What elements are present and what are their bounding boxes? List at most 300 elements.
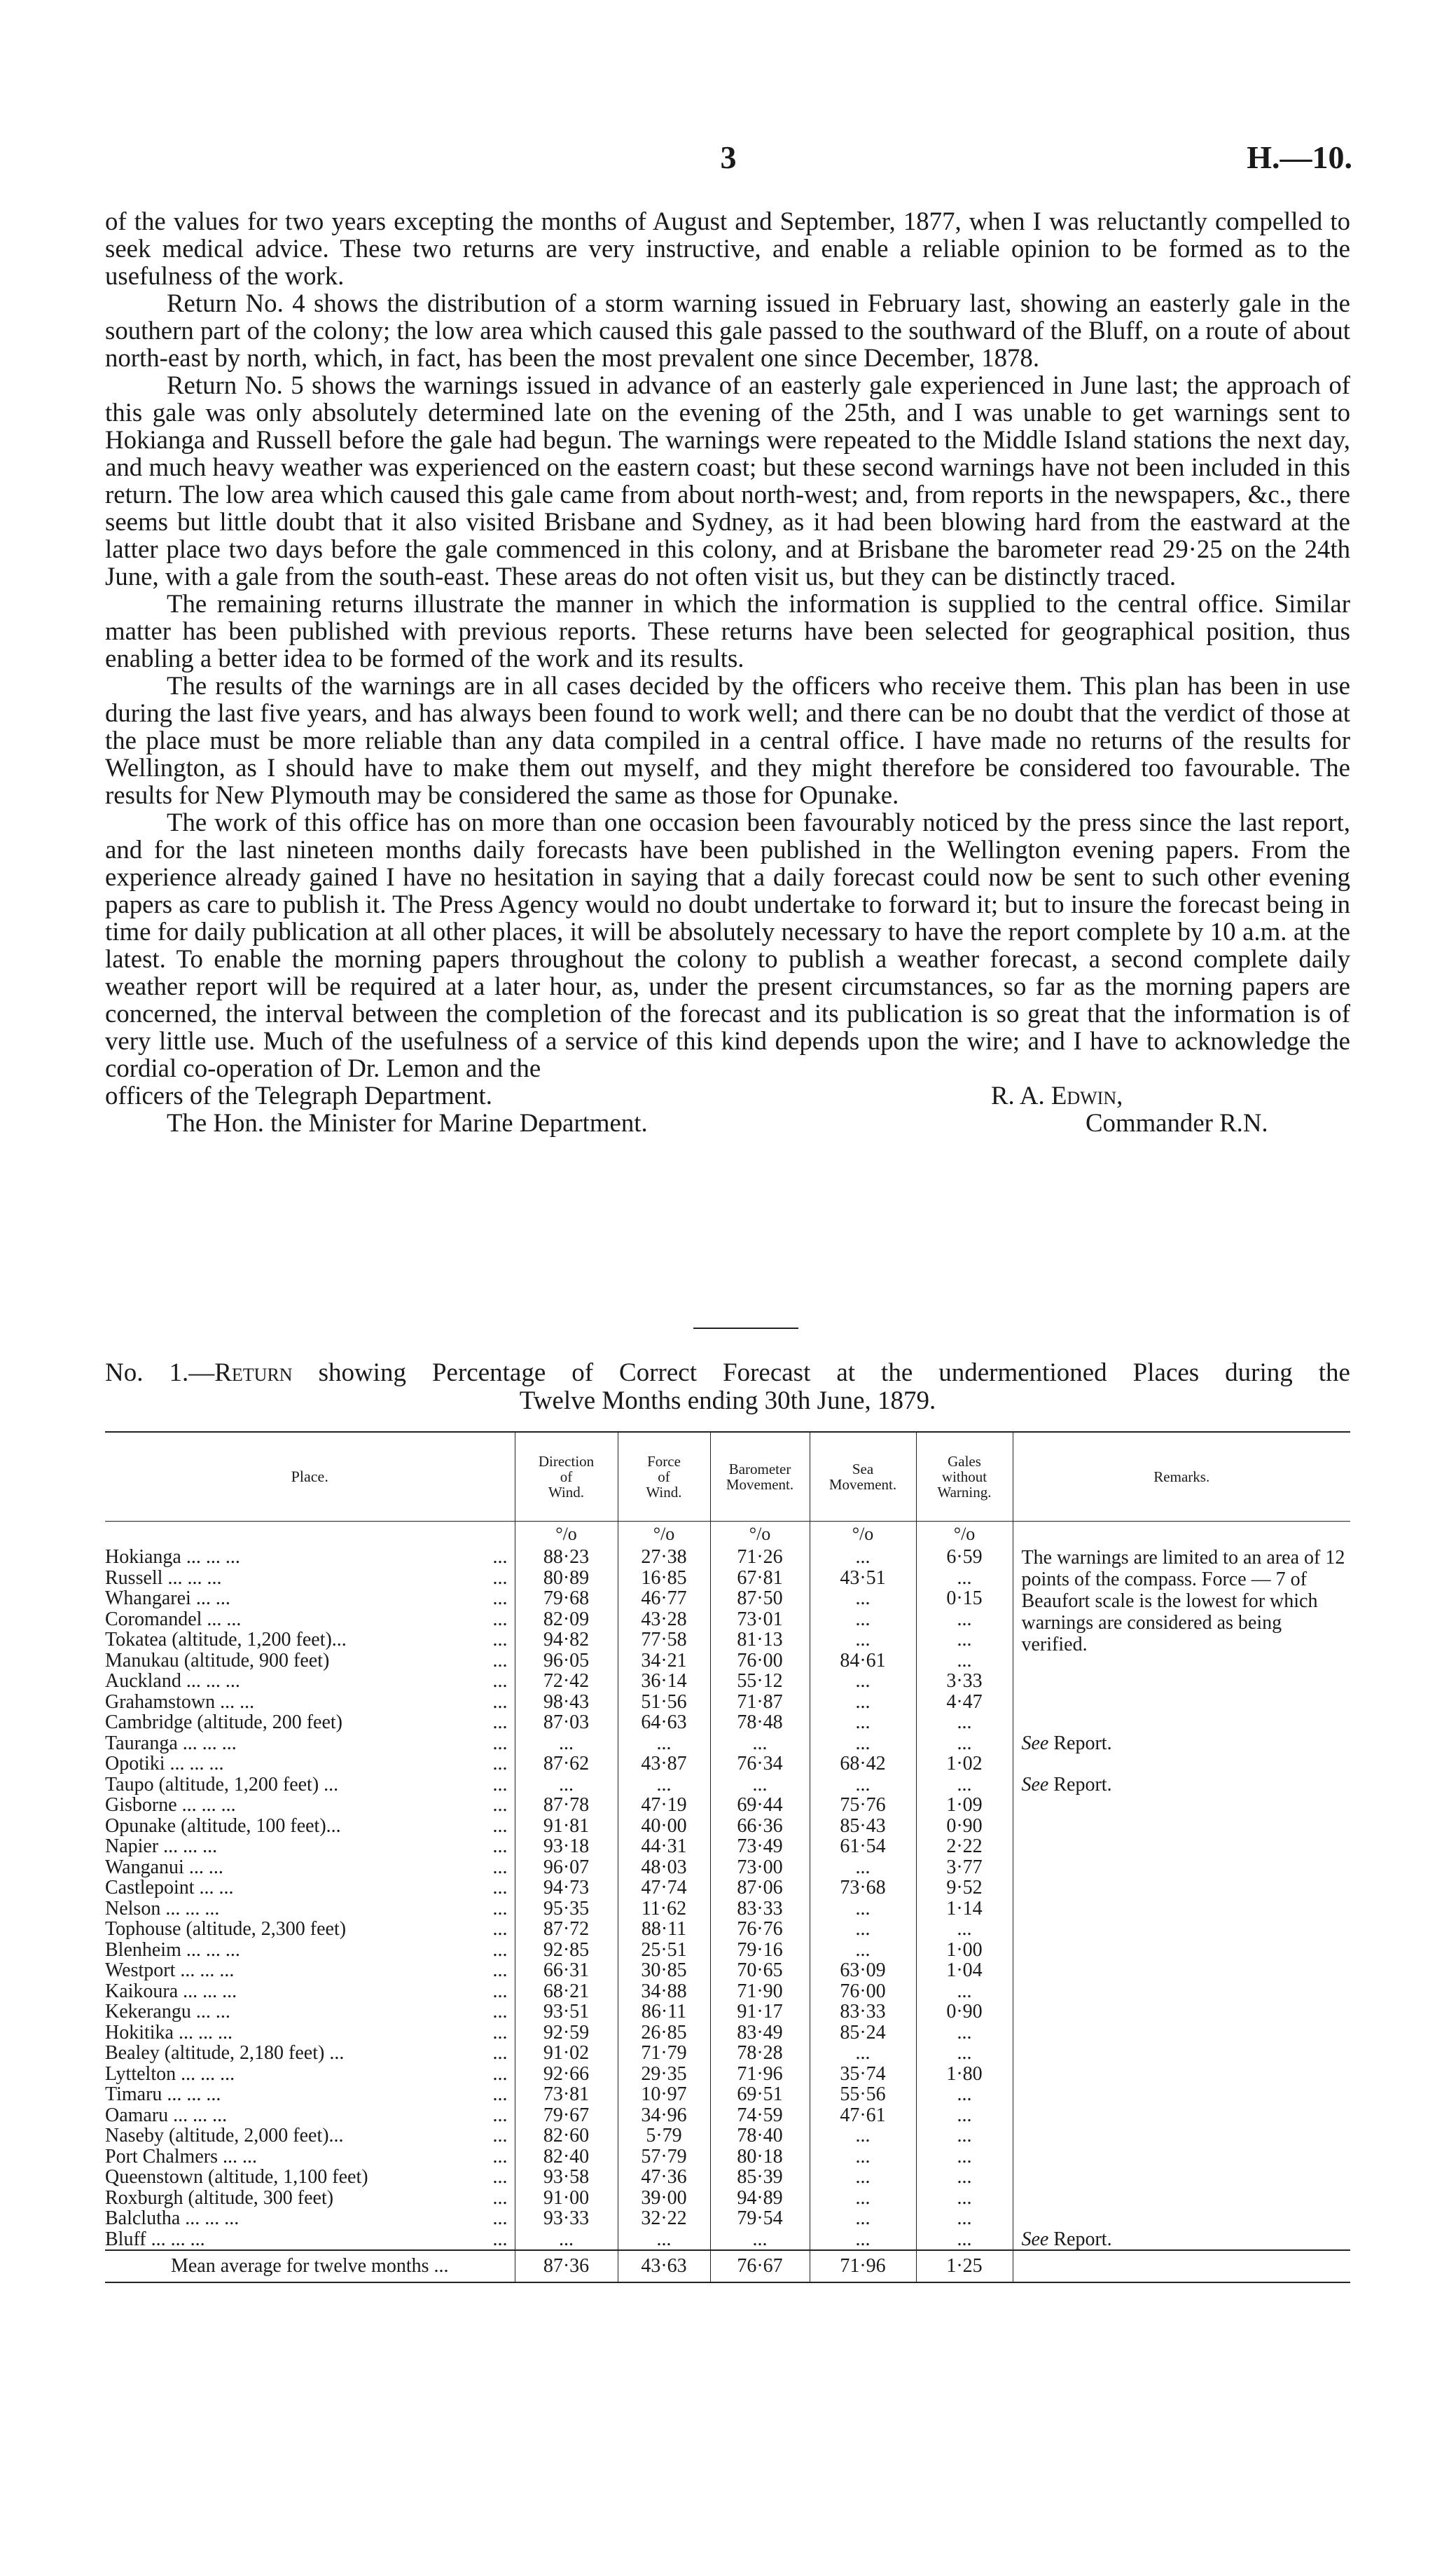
sea-value: 55·56 (810, 2084, 916, 2105)
leader-dots: ... (492, 2043, 508, 2064)
leader-dots: ... (492, 2001, 508, 2022)
signature-name: R. A. Edwin, (991, 1081, 1123, 1110)
barometer-value: 73·49 (710, 1836, 810, 1857)
sea-value: ... (810, 1857, 916, 1878)
gales-value: 0·15 (916, 1588, 1013, 1609)
table-title-line1: showing Percentage of Correct Forecast at the undermentioned Places during the (318, 1358, 1350, 1387)
remarks-cell (1013, 1981, 1350, 2002)
barometer-value: 69·44 (710, 1795, 810, 1816)
barometer-value: 76·00 (710, 1650, 810, 1672)
sea-value: ... (810, 1692, 916, 1713)
direction-value: 91·81 (515, 1816, 618, 1837)
gales-value: 1·09 (916, 1795, 1013, 1816)
table-row (105, 2084, 1350, 2105)
leader-dots: ... (492, 1671, 508, 1692)
leader-dots: ... (492, 2167, 508, 2188)
table-row (105, 2208, 1350, 2229)
barometer-value: 81·13 (710, 1629, 810, 1650)
signature-line-1 (105, 1082, 1350, 1109)
place-name: Castlepoint ... ... (105, 1877, 234, 1898)
force-value: 47·36 (618, 2167, 710, 2188)
remarks-cell (1013, 1877, 1350, 1898)
barometer-value: 79·54 (710, 2208, 810, 2229)
table-row (105, 2125, 1350, 2146)
gales-value: ... (916, 1774, 1013, 1796)
direction-value: 92·66 (515, 2064, 618, 2085)
leader-dots: ... (492, 2125, 508, 2146)
leader-dots: ... (492, 1774, 508, 1795)
leader-dots: ... (492, 1919, 508, 1940)
gales-value: 6·59 (916, 1547, 1013, 1568)
direction-value: 87·78 (515, 1795, 618, 1816)
remarks-note: The warnings are limited to an area of 12 points of the compass. Force — 7 of Beaufort scale is the lowest for which warnings are considered as being verified. (1013, 1547, 1350, 1733)
force-value: ... (618, 1774, 710, 1796)
force-value: 51·56 (618, 1692, 710, 1713)
table-row (105, 2188, 1350, 2209)
barometer-value: 94·89 (710, 2188, 810, 2209)
force-value: 39·00 (618, 2188, 710, 2209)
place-name: Napier ... ... ... (105, 1836, 218, 1857)
remarks-cell (1013, 1836, 1350, 1857)
sea-value: 85·43 (810, 1816, 916, 1837)
force-value: 57·79 (618, 2146, 710, 2167)
table-header-row (105, 1432, 1350, 1522)
place-cell (105, 1981, 515, 2002)
leader-dots: ... (492, 1588, 508, 1609)
direction-value: 94·82 (515, 1629, 618, 1650)
force-value: 88·11 (618, 1919, 710, 1940)
table-title-prefix: No. 1.— (105, 1358, 215, 1387)
place-name: Kekerangu ... ... (105, 2001, 230, 2022)
document-reference: H.—10. (1247, 139, 1352, 175)
see-word: See (1021, 1774, 1049, 1795)
gales-value: ... (916, 1712, 1013, 1733)
mean-average-row (105, 2250, 1350, 2282)
sea-value: ... (810, 1609, 916, 1630)
force-value: 71·79 (618, 2043, 710, 2064)
direction-value: 79·67 (515, 2105, 618, 2126)
leader-dots: ... (492, 1795, 508, 1816)
table-row (105, 2022, 1350, 2043)
report-body (105, 207, 1350, 1136)
remarks-cell (1013, 2208, 1350, 2229)
direction-value: ... (515, 2229, 618, 2251)
place-name: Taupo (altitude, 1,200 feet) ... (105, 1774, 339, 1795)
barometer-value: 85·39 (710, 2167, 810, 2188)
gales-value: ... (916, 2022, 1013, 2043)
force-value: ... (618, 1733, 710, 1754)
remarks-cell (1013, 2188, 1350, 2209)
remarks-cell (1013, 2146, 1350, 2167)
place-cell (105, 2043, 515, 2064)
remarks-cell (1013, 2084, 1350, 2105)
place-name: Tokatea (altitude, 1,200 feet)... (105, 1629, 347, 1650)
percent-sign: °/o (710, 1522, 810, 1548)
place-name: Manukau (altitude, 900 feet) (105, 1650, 330, 1671)
paragraph-2: Return No. 4 shows the distribution of a storm warning issued in February last, showing an easterly gale in the southern part of the colony; the low area which caused this gale passed to the southward of the Bluff, on a route of about north-east by north, which, in fact, has been the most prevalent one since December, 1878. (105, 289, 1350, 372)
report-word: Report. (1053, 2228, 1112, 2250)
gales-value: ... (916, 2084, 1013, 2105)
report-word: Report. (1053, 1732, 1112, 1753)
sea-value: 85·24 (810, 2022, 916, 2043)
leader-dots: ... (492, 1629, 508, 1650)
header-sea: Sea Movement. (810, 1432, 916, 1522)
remarks-cell (1013, 1960, 1350, 1981)
place-name: Auckland ... ... ... (105, 1671, 240, 1692)
gales-value: ... (916, 2105, 1013, 2126)
table-row (105, 1836, 1350, 1857)
place-name: Oamaru ... ... ... (105, 2104, 228, 2125)
place-cell (105, 2022, 515, 2043)
sea-value: ... (810, 2125, 916, 2146)
place-cell (105, 1919, 515, 1940)
sea-value: ... (810, 2188, 916, 2209)
direction-value: 66·31 (515, 1960, 618, 1981)
addressee: The Hon. the Minister for Marine Department. (167, 1108, 648, 1137)
place-name: Balclutha ... ... ... (105, 2208, 240, 2229)
place-name: Wanganui ... ... (105, 1856, 223, 1877)
force-value: 64·63 (618, 1712, 710, 1733)
place-name: Opunake (altitude, 100 feet)... (105, 1815, 341, 1836)
barometer-value: 78·48 (710, 1712, 810, 1733)
table-row (105, 1919, 1350, 1940)
place-cell (105, 1588, 515, 1609)
mean-label: Mean average for twelve months ... (105, 2250, 515, 2282)
table-row (105, 1898, 1350, 1920)
paragraph-4: The remaining returns illustrate the manner in which the information is supplied to the central office. Similar matter has been published with previous reports. These returns have been selected for geographical position, thus enabling a better idea to be formed of the work and its results. (105, 589, 1350, 673)
place-name: Queenstown (altitude, 1,100 feet) (105, 2167, 368, 2188)
closing-text: officers of the Telegraph Department. (105, 1081, 492, 1110)
sea-value: ... (810, 1547, 916, 1568)
gales-value: ... (916, 2188, 1013, 2209)
gales-value: ... (916, 2229, 1013, 2251)
force-value: 47·19 (618, 1795, 710, 1816)
header-gales: Gales without Warning. (916, 1432, 1013, 1522)
gales-value: 9·52 (916, 1877, 1013, 1898)
mean-barometer: 76·67 (710, 2250, 810, 2282)
force-value: 46·77 (618, 1588, 710, 1609)
barometer-value: 71·96 (710, 2064, 810, 2085)
barometer-value: 76·76 (710, 1919, 810, 1940)
leader-dots: ... (492, 1877, 508, 1898)
remarks-cell (1013, 2229, 1350, 2251)
direction-value: 80·89 (515, 1568, 618, 1589)
sea-value: 35·74 (810, 2064, 916, 2085)
table-row (105, 2146, 1350, 2167)
table-row (105, 2105, 1350, 2126)
section-divider (693, 1328, 798, 1329)
direction-value: 73·81 (515, 2084, 618, 2105)
gales-value: 2·22 (916, 1836, 1013, 1857)
force-value: 43·28 (618, 1609, 710, 1630)
report-word: Report. (1053, 1774, 1112, 1795)
gales-value: ... (916, 1981, 1013, 2002)
barometer-value: 87·06 (710, 1877, 810, 1898)
paragraph-3: Return No. 5 shows the warnings issued in advance of an easterly gale experienced in June last; the approach of this gale was only absolutely determined late on the evening of the 25th, and I was unable to get warnings sent to Hokianga and Russell before the gale had begun. The warnings were repeated to the Middle Island stations the next day, and much heavy weather was experienced on the eastern coast; but these second warnings have not been included in this return. The low area which caused this gale came from about north-west; and, from reports in the newspapers, &c., there seems but little doubt that it also visited Brisbane and Sydney, as it had been blowing hard from the eastward at the latter place two days before the gale commenced in this colony, and at Brisbane the barometer read 29·25 on the 24th June, with a gale from the south-east. These areas do not often visit us, but they can be distinctly traced. (105, 371, 1350, 591)
barometer-value: 80·18 (710, 2146, 810, 2167)
remarks-cell (1013, 2001, 1350, 2022)
direction-value: 92·59 (515, 2022, 618, 2043)
leader-dots: ... (492, 2146, 508, 2167)
force-value: 30·85 (618, 1960, 710, 1981)
place-cell (105, 1609, 515, 1630)
place-cell (105, 2001, 515, 2022)
place-name: Bealey (altitude, 2,180 feet) ... (105, 2043, 345, 2064)
forecast-return-table (105, 1431, 1350, 2283)
percent-sign: °/o (810, 1522, 916, 1548)
place-cell (105, 2125, 515, 2146)
barometer-value: 83·49 (710, 2022, 810, 2043)
direction-value: 93·33 (515, 2208, 618, 2229)
direction-value: 96·07 (515, 1857, 618, 1878)
leader-dots: ... (492, 2208, 508, 2229)
sea-value: 75·76 (810, 1795, 916, 1816)
percent-row (105, 1522, 1350, 1548)
direction-value: 93·18 (515, 1836, 618, 1857)
place-name: Whangarei ... ... (105, 1588, 230, 1609)
table-row (105, 1795, 1350, 1816)
remarks-cell (1013, 2167, 1350, 2188)
table-row (105, 1733, 1350, 1754)
table-row (105, 1981, 1350, 2002)
leader-dots: ... (492, 2104, 508, 2125)
gales-value: 1·80 (916, 2064, 1013, 2085)
sea-value: ... (810, 1898, 916, 1920)
direction-value: 91·00 (515, 2188, 618, 2209)
gales-value: ... (916, 1733, 1013, 1754)
force-value: 48·03 (618, 1857, 710, 1878)
place-cell (105, 1547, 515, 1568)
force-value: 27·38 (618, 1547, 710, 1568)
gales-value: ... (916, 1919, 1013, 1940)
sea-value: ... (810, 1919, 916, 1940)
leader-dots: ... (492, 1939, 508, 1960)
place-cell (105, 1836, 515, 1857)
place-name: Westport ... ... ... (105, 1960, 235, 1981)
leader-dots: ... (492, 1836, 508, 1857)
barometer-value: 87·50 (710, 1588, 810, 1609)
leader-dots: ... (492, 1567, 508, 1588)
remarks-cell (1013, 1940, 1350, 1961)
place-name: Timaru ... ... ... (105, 2084, 221, 2105)
sea-value: ... (810, 2167, 916, 2188)
signature-title: Commander R.N. (1086, 1108, 1268, 1137)
gales-value: ... (916, 2146, 1013, 2167)
place-cell (105, 1774, 515, 1796)
remarks-cell (1013, 1753, 1350, 1774)
header-place: Place. (105, 1432, 515, 1522)
table-row (105, 1940, 1350, 1961)
remarks-cell (1013, 2043, 1350, 2064)
force-value: 34·88 (618, 1981, 710, 2002)
barometer-value: 74·59 (710, 2105, 810, 2126)
signature-line-2 (105, 1109, 1350, 1136)
sea-value: 47·61 (810, 2105, 916, 2126)
place-cell (105, 1795, 515, 1816)
force-value: 10·97 (618, 2084, 710, 2105)
sea-value: 61·54 (810, 1836, 916, 1857)
leader-dots: ... (492, 1815, 508, 1836)
gales-value: ... (916, 1629, 1013, 1650)
leader-dots: ... (492, 1980, 508, 2001)
gales-value: ... (916, 2125, 1013, 2146)
remarks-cell (1013, 1919, 1350, 1940)
gales-value: 3·33 (916, 1671, 1013, 1692)
remarks-cell (1013, 2105, 1350, 2126)
percent-sign: °/o (515, 1522, 618, 1548)
gales-value: 1·02 (916, 1753, 1013, 1774)
place-cell (105, 1898, 515, 1920)
place-cell (105, 2208, 515, 2229)
percent-sign: °/o (618, 1522, 710, 1548)
direction-value: 87·72 (515, 1919, 618, 1940)
force-value: 26·85 (618, 2022, 710, 2043)
header-remarks: Remarks. (1013, 1432, 1350, 1522)
gales-value: 1·00 (916, 1940, 1013, 1961)
percent-sign: °/o (916, 1522, 1013, 1548)
mean-gales: 1·25 (916, 2250, 1013, 2282)
leader-dots: ... (492, 1650, 508, 1671)
gales-value: ... (916, 1609, 1013, 1630)
place-cell (105, 1857, 515, 1878)
paragraph-5: The results of the warnings are in all cases decided by the officers who receive them. This plan has been in use during the last five years, and has always been found to work well; and there can be no doubt that the verdict of those at the place must be more reliable than any data compiled in a central office. I have made no returns of the results for Wellington, as I should have to make them out myself, and they might therefore be considered too favourable. The results for New Plymouth may be considered the same as those for Opunake. (105, 671, 1350, 809)
sea-value: 76·00 (810, 1981, 916, 2002)
sea-value: ... (810, 1588, 916, 1609)
sea-value: ... (810, 1774, 916, 1796)
table-row (105, 1877, 1350, 1898)
barometer-value: 78·40 (710, 2125, 810, 2146)
direction-value: 88·23 (515, 1547, 618, 1568)
place-cell (105, 2064, 515, 2085)
leader-dots: ... (492, 1608, 508, 1629)
force-value: 25·51 (618, 1940, 710, 1961)
direction-value: 93·51 (515, 2001, 618, 2022)
barometer-value: 71·90 (710, 1981, 810, 2002)
remarks-cell (1013, 1816, 1350, 1837)
place-name: Port Chalmers ... ... (105, 2146, 257, 2167)
leader-dots: ... (492, 1691, 508, 1712)
place-cell (105, 1671, 515, 1692)
barometer-value: 71·26 (710, 1547, 810, 1568)
leader-dots: ... (492, 2084, 508, 2105)
barometer-value: 79·16 (710, 1940, 810, 1961)
place-name: Cambridge (altitude, 200 feet) (105, 1712, 342, 1733)
direction-value: 95·35 (515, 1898, 618, 1920)
barometer-value: 73·00 (710, 1857, 810, 1878)
mean-force: 43·63 (618, 2250, 710, 2282)
place-name: Nelson ... ... ... (105, 1898, 220, 1919)
place-name: Naseby (altitude, 2,000 feet)... (105, 2125, 344, 2146)
table-row (105, 1857, 1350, 1878)
sea-value: ... (810, 1733, 916, 1754)
barometer-value: 71·87 (710, 1692, 810, 1713)
barometer-value: 91·17 (710, 2001, 810, 2022)
place-cell (105, 2105, 515, 2126)
leader-dots: ... (492, 2022, 508, 2043)
force-value: ... (618, 2229, 710, 2251)
place-name: Hokianga ... ... ... (105, 1547, 240, 1568)
leader-dots: ... (492, 1732, 508, 1753)
direction-value: 93·58 (515, 2167, 618, 2188)
direction-value: 87·03 (515, 1712, 618, 1733)
table-row (105, 1753, 1350, 1774)
force-value: 16·85 (618, 1568, 710, 1589)
force-value: 44·31 (618, 1836, 710, 1857)
place-cell (105, 1960, 515, 1981)
leader-dots: ... (492, 1753, 508, 1774)
place-cell (105, 1877, 515, 1898)
place-name: Kaikoura ... ... ... (105, 1980, 237, 2001)
sea-value: ... (810, 1671, 916, 1692)
table-row (105, 2043, 1350, 2064)
sea-value: 63·09 (810, 1960, 916, 1981)
force-value: 29·35 (618, 2064, 710, 2085)
place-cell (105, 2146, 515, 2167)
page-number: 3 (720, 139, 737, 175)
place-name: Russell ... ... ... (105, 1567, 222, 1588)
sea-value: 68·42 (810, 1753, 916, 1774)
force-value: 43·87 (618, 1753, 710, 1774)
table-row (105, 2064, 1350, 2085)
barometer-value: 70·65 (710, 1960, 810, 1981)
direction-value: 91·02 (515, 2043, 618, 2064)
barometer-value: 67·81 (710, 1568, 810, 1589)
barometer-value: 55·12 (710, 1671, 810, 1692)
place-cell (105, 1753, 515, 1774)
place-name: Opotiki ... ... ... (105, 1753, 224, 1774)
place-cell (105, 1712, 515, 1733)
direction-value: 98·43 (515, 1692, 618, 1713)
place-name: Coromandel ... ... (105, 1608, 242, 1629)
direction-value: 72·42 (515, 1671, 618, 1692)
gales-value: ... (916, 2208, 1013, 2229)
place-name: Gisborne ... ... ... (105, 1795, 236, 1816)
direction-value: 87·62 (515, 1753, 618, 1774)
table-row (105, 1547, 1350, 1568)
place-cell (105, 1733, 515, 1754)
remarks-cell (1013, 1898, 1350, 1920)
direction-value: 68·21 (515, 1981, 618, 2002)
place-cell (105, 1816, 515, 1837)
sea-value: ... (810, 2229, 916, 2251)
sea-value: ... (810, 1940, 916, 1961)
force-value: 32·22 (618, 2208, 710, 2229)
sea-value: 83·33 (810, 2001, 916, 2022)
barometer-value: ... (710, 2229, 810, 2251)
sea-value: ... (810, 2146, 916, 2167)
force-value: 47·74 (618, 1877, 710, 1898)
barometer-value: 83·33 (710, 1898, 810, 1920)
mean-direction: 87·36 (515, 2250, 618, 2282)
gales-value: ... (916, 1650, 1013, 1672)
barometer-value: 69·51 (710, 2084, 810, 2105)
leader-dots: ... (492, 1960, 508, 1981)
table-row (105, 2167, 1350, 2188)
place-name: Bluff ... ... ... (105, 2228, 205, 2250)
sea-value: 84·61 (810, 1650, 916, 1672)
table-row (105, 2229, 1350, 2251)
place-name: Tauranga ... ... ... (105, 1732, 237, 1753)
table-title-return: Return (214, 1358, 293, 1387)
place-name: Tophouse (altitude, 2,300 feet) (105, 1919, 347, 1940)
paragraph-1: of the values for two years excepting the months of August and September, 1877, when I was reluctantly compelled to seek medical advice. These two returns are very instructive, and enable a reliable opinion to be formed as to the usefulness of the work. (105, 207, 1350, 290)
remarks-cell (1013, 2125, 1350, 2146)
table-row (105, 1774, 1350, 1796)
leader-dots: ... (492, 2063, 508, 2084)
barometer-value: 78·28 (710, 2043, 810, 2064)
sea-value: ... (810, 2043, 916, 2064)
see-word: See (1021, 2228, 1049, 2250)
